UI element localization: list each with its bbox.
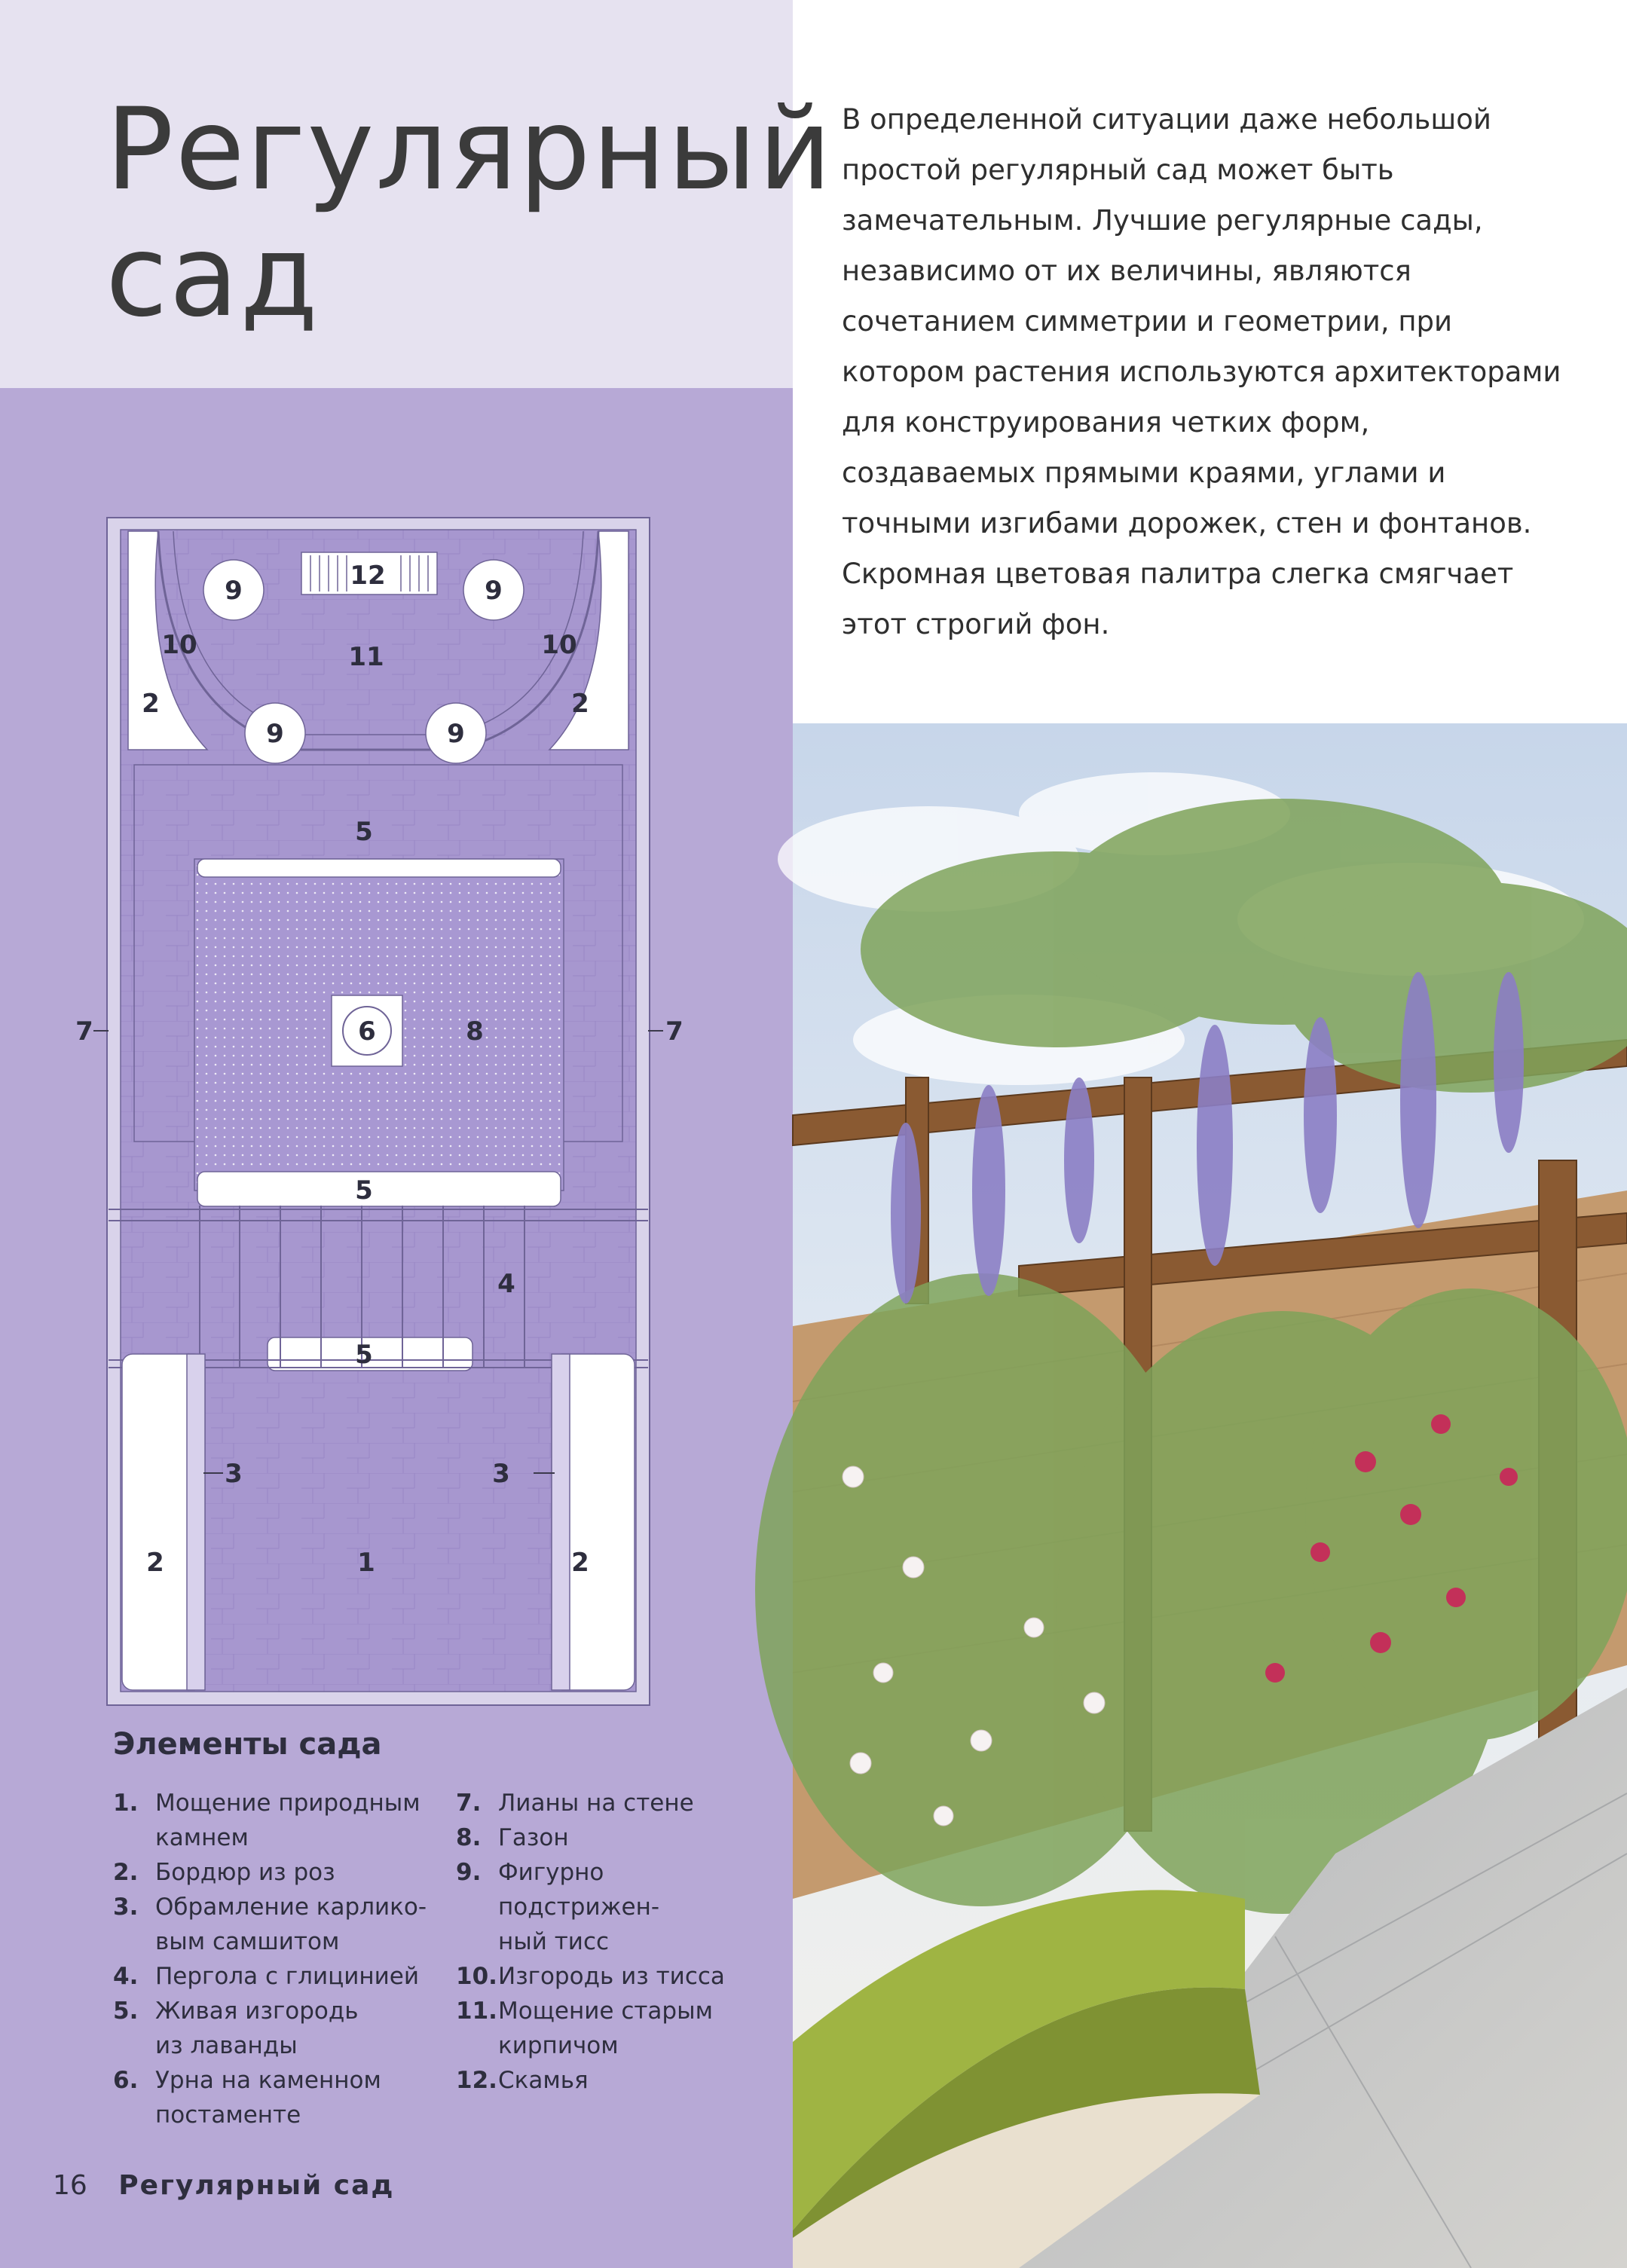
plan-label-2: 2 xyxy=(571,1548,589,1578)
plan-label-4: 4 xyxy=(497,1269,515,1299)
intro-paragraph: В определенной ситуации даже небольшой простой регулярный сад может быть замечательным. Лучшие регулярные сады, независимо от их величины, являются сочетанием симметрии и геометрии, при котором растения используются архитекторами для конструирования четких форм, создаваемых прямыми краями, углами и точными изгибами дорожек, стен и фонтанов. Скромная цветовая палитра слегка смягчает этот строгий фон. xyxy=(842,103,1561,640)
page-title xyxy=(106,84,833,342)
legend-item: 1. Мощение природным камнем xyxy=(113,1790,421,1851)
legend-item: 7. Лианы на стене xyxy=(456,1790,694,1817)
plan-label-11: 11 xyxy=(348,642,384,672)
legend-item: 3. Обрамление карлико- вым самшитом xyxy=(113,1894,427,1955)
running-title: Регулярный сад xyxy=(118,2170,395,2201)
plan-label-1: 1 xyxy=(357,1548,375,1578)
legend-column-1 xyxy=(113,1786,430,2132)
legend-column-2 xyxy=(456,1786,772,2098)
legend-item: 5. Живая изгородь из лаванды xyxy=(113,1997,359,2059)
lavender-hedge xyxy=(197,859,561,877)
legend-item: 6. Урна на каменном постаменте xyxy=(113,2067,381,2129)
plan-label-10: 10 xyxy=(541,630,577,660)
plan-label-5: 5 xyxy=(355,817,373,847)
legend-item: 12. Скамья xyxy=(456,2067,589,2094)
plan-label-5: 5 xyxy=(355,1340,373,1370)
plan-label-12: 12 xyxy=(350,561,386,591)
legend-item: 4. Пергола с глицинией xyxy=(113,1963,420,1990)
page-number: 16 xyxy=(53,2170,87,2201)
page-title-line-2: сад xyxy=(106,211,320,342)
plan-label-6: 6 xyxy=(358,1016,376,1047)
plan-label-9: 9 xyxy=(447,719,465,749)
box-edging xyxy=(187,1354,205,1690)
page-title-line-1: Регулярный xyxy=(106,84,833,215)
plan-label-2: 2 xyxy=(142,689,160,719)
legend-title: Элементы сада xyxy=(113,1727,382,1762)
legend-item: 10. Изгородь из тисса xyxy=(456,1963,725,1990)
plan-label-10: 10 xyxy=(161,630,197,660)
legend-item: 11. Мощение старым кирпичом xyxy=(456,1997,713,2059)
plan-label-7: 7 xyxy=(75,1016,93,1047)
legend-item: 8. Газон xyxy=(456,1824,569,1851)
plan-label-9: 9 xyxy=(225,576,243,606)
plan-label-3: 3 xyxy=(492,1459,510,1489)
page-footer xyxy=(53,2170,395,2201)
garden-plan xyxy=(75,509,684,1714)
plan-label-7: 7 xyxy=(665,1016,684,1047)
lavender-hedge xyxy=(197,1172,561,1206)
plan-label-2: 2 xyxy=(571,689,589,719)
plan-label-8: 8 xyxy=(466,1016,484,1047)
plan-label-5: 5 xyxy=(355,1175,373,1206)
plan-label-9: 9 xyxy=(485,576,503,606)
box-edging xyxy=(552,1354,570,1690)
plan-label-9: 9 xyxy=(266,719,284,749)
plan-label-2: 2 xyxy=(146,1548,164,1578)
plan-label-3: 3 xyxy=(225,1459,243,1489)
legend-item: 9. Фигурно подстрижен- ный тисс xyxy=(456,1859,660,1955)
legend-item: 2. Бордюр из роз xyxy=(113,1859,335,1886)
garden-illustration xyxy=(793,723,1627,2268)
